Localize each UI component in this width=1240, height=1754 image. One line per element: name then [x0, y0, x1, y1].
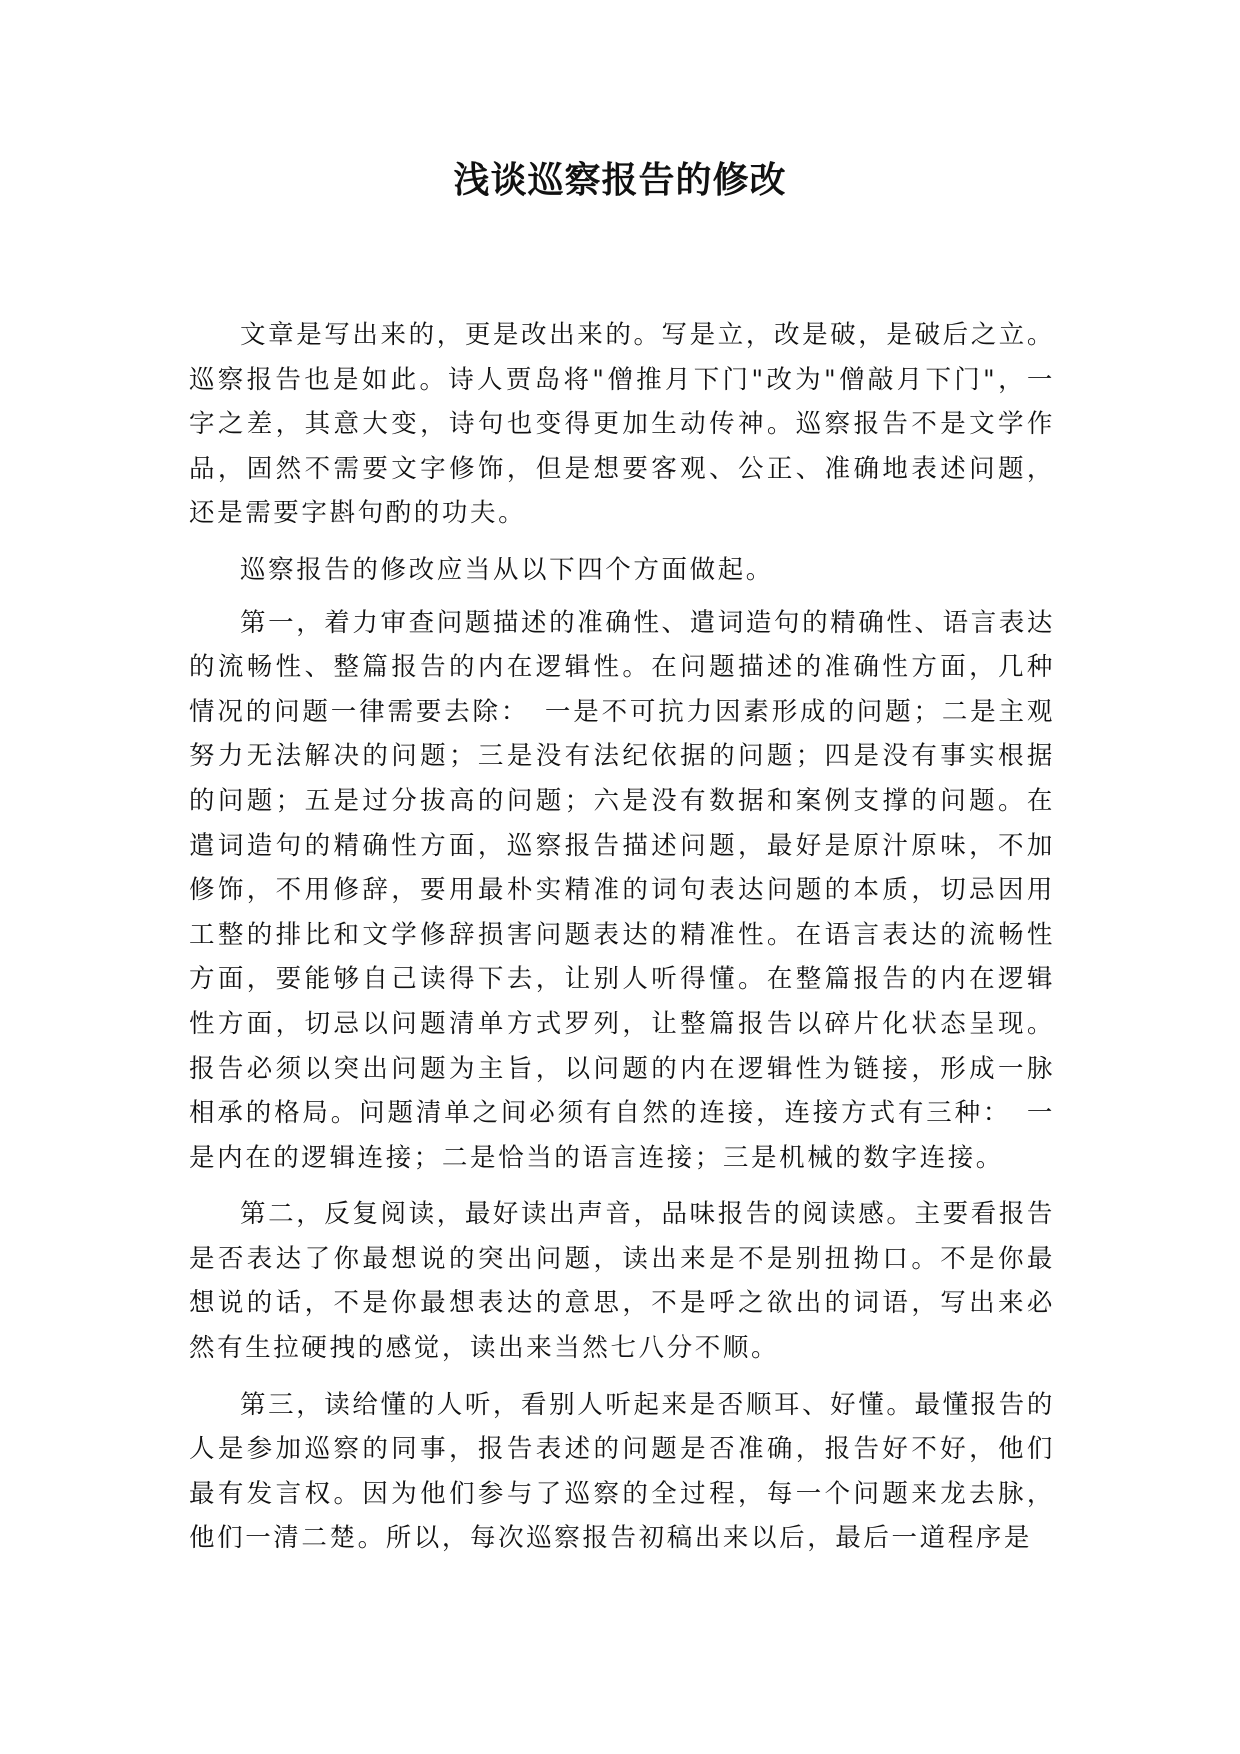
- paragraph-point-two: 第二，反复阅读，最好读出声音，品味报告的阅读感。主要看报告是否表达了你最想说的突出问题，读出来是不是别扭拗口。不是你最想说的话，不是你最想表达的意思，不是呼之欲出的词语，写出来必然有生拉硬拽的感觉，读出来当然七八分不顺。: [189, 1199, 1055, 1364]
- paragraph-point-one: 第一，着力审查问题描述的准确性、遣词造句的精确性、语言表达的流畅性、整篇报告的内在逻辑性。在问题描述的准确性方面，几种情况的问题一律需要去除： 一是不可抗力因素形成的问题；二是主观努力无法解决的问题；三是没有法纪依据的问题；四是没有事实根据的问题；五是过分拔高的问题；六是没有数据和案例支撑的问题。在遣词造句的精确性方面，巡察报告描述问题，最好是原汁原味，不加修饰，不用修辞，要用最朴实精准的词句表达问题的本质，切忌因用工整的排比和文学修辞损害问题表达的精准性。在语言表达的流畅性方面，要能够自己读得下去，让别人听得懂。在整篇报告的内在逻辑性方面，切忌以问题清单方式罗列，让整篇报告以碎片化状态呈现。报告必须以突出问题为主旨，以问题的内在逻辑性为链接，形成一脉相承的格局。问题清单之间必须有自然的连接，连接方式有三种： 一是内在的逻辑连接；二是恰当的语言连接；三是机械的数字连接。: [189, 607, 1055, 1173]
- paragraph-overview: 巡察报告的修改应当从以下四个方面做起。: [240, 554, 774, 585]
- article-body: [189, 313, 1055, 1561]
- page-title: 浅谈巡察报告的修改: [453, 160, 787, 201]
- paragraph-point-three: 第三，读给懂的人听，看别人听起来是否顺耳、好懂。最懂报告的人是参加巡察的同事，报告表述的问题是否准确，报告好不好，他们最有发言权。因为他们参与了巡察的全过程，每一个问题来龙去脉，他们一清二楚。所以，每次巡察报告初稿出来以后，最后一道程序是: [189, 1389, 1055, 1554]
- paragraph-intro: 文章是写出来的，更是改出来的。写是立，改是破，是破后之立。巡察报告也是如此。诗人贾岛将"僧推月下门"改为"僧敲月下门"，一字之差，其意大变，诗句也变得更加生动传神。巡察报告不是文学作品，固然不需要文字修饰，但是想要客观、公正、准确地表述问题，还是需要字斟句酌的功夫。: [189, 320, 1055, 529]
